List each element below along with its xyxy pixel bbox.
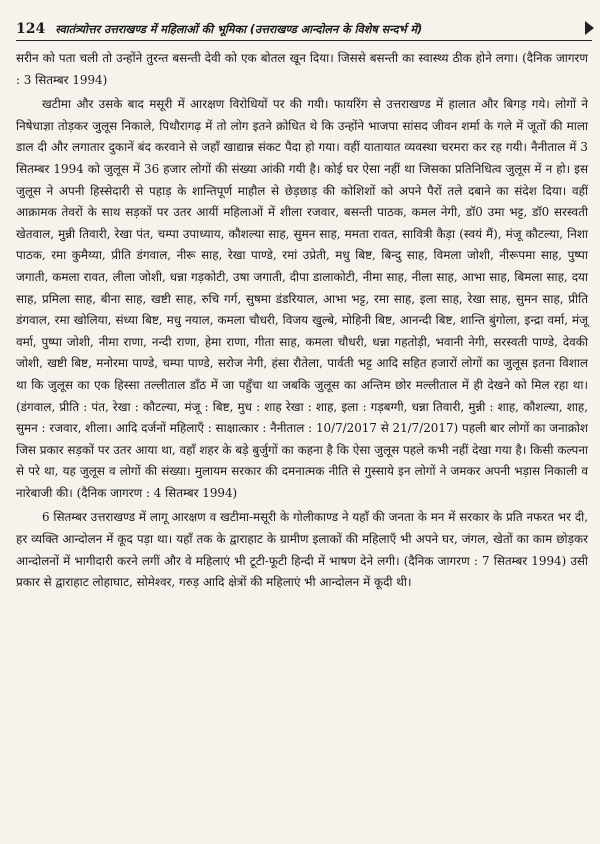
page-number: 124 <box>16 21 46 37</box>
paragraph-3: 6 सितम्बर उत्तराखण्ड में लागू आरक्षण व खटीमा-मसूरी के गोलीकाण्ड ने यहाँ की जनता के मन में सरकार के प्रति नफरत भर दी, हर व्यक्ति आन्दोलन में कूद पड़ा था। यहाँ तक के द्वाराहाट के ग्रामीण इलाकों की महिलाएँ भी अपने घर, जंगल, खेतों का काम छोड़कर आन्दोलनों में भागीदारी करने लगीं और वे महिलाएं भी टूटी-फूटी हिन्दी में भाषण देने लगी। (दैनिक जागरण : 7 सितम्बर 1994) उसी प्रकार से द्वाराहाट लोहाघाट, सोमेश्वर, गरुड़ आदि क्षेत्रों की महिलाएं भी आन्दोलन में कूदी थी। <box>16 510 588 590</box>
running-title: स्वातंत्र्योत्तर उत्तराखण्ड में महिलाओं की भूमिका (उत्तराखण्ड आन्दोलन के विशेष सन्दर्भ में) <box>55 22 423 36</box>
paragraph-1: सरीन को पता चली तो उन्होंने तुरन्त बसन्ती देवी को एक बोतल खून दिया। जिससे बसन्ती का स्वास्थ्य ठीक होने लगा। (दैनिक जागरण : 3 सितम्बर 1994) <box>16 51 588 87</box>
page-header <box>16 18 592 41</box>
page-body <box>16 48 588 594</box>
arrow-right-icon <box>585 21 594 35</box>
paragraph-2: खटीमा और उसके बाद मसूरी में आरक्षण विरोधियों पर की गयी। फायरिंग से उत्तराखण्ड में हालात और बिगड़ गये। लोगों ने निषेधाज्ञा तोड़कर जुलूस निकाले, पिथौरागढ़ में तो लोग इतने क्रोधित थे कि उन्होंने भाजपा सांसद जीवन शर्मा के गले में जूतों की माला डाल दी और लगातार दुकानें बंद करवाने से जहाँ खाद्यान्न संकट पैदा हो गया। वहीं यातायात व्यवस्था चरमरा कर रह गयी। नैनीताल में 3 सितम्बर 1994 को जुलूस में 36 हजार लोगों की संख्या आंकी गयी है। कोई घर ऐसा नहीं था जिसका प्रतिनिधित्व जुलूस में न हो। इस जुलूस ने अपनी हिस्सेदारी से पहाड़ के शान्तिपूर्ण माहौल से छेड़छाड़ की कोशिशों को अपने पैरों तले दबाने का संदेश दिया। वहीं आक्रामक तेवरों के साथ सड़कों पर उतर आयीं महिलाओं में शीला रजवार, बसन्ती पाठक, कमल नेगी, डॉ0 उमा भट्ट, डॉ0 सरस्वती खेतवाल, मुन्नी तिवारी, रेखा पंत, चम्पा उपाध्याय, कौशल्या साह, सुमन साह, ममता रावत, सावित्री कैड़ा (स्वयं मैं), मंजू कौटल्या, निशा पाठक, रमा कुमैय्या, प्रीति डंगवाल, नीरू साह, रेखा पाण्डे, रमां उप्रेती, मधु बिष्ट, बिन्दु साह, विमला जोशी, नीरूपमा साह, पुष्पा जगाती, कमला रावत, लीला जोशी, धन्ना गड़कोटी, उषा जगाती, दीपा डालाकोटी, नीमा साह, नीला साह, आभा साह, बिमला साह, दया साह, प्रमिला साह, बीना साह, खष्टी साह, रुचि गर्ग, सुषमा डंडरियाल, आभा भट्ट, रमा साह, इला साह, रेखा साह, सुमन साह, प्रीति डंगवाल, रमा खोलिया, संध्या बिष्ट, मधु नयाल, कमला चौधरी, विजय खुल्बे, मोहिनी बिष्ट, आनन्दी बिष्ट, शान्ति बुंगोला, इन्द्रा वर्मा, मंजू वर्मा, पुष्पा जोशी, नीमा राणा, नन्दी राणा, हेमा राणा, गीता साह, कमला चौधरी, धन्ना गहतोड़ी, भवानी नेगी, सरस्वती पाण्डे, देवकी जोशी, खष्टी बिष्ट, मनोरमा पाण्डे, चम्पा पाण्डे, सरोज नेगी, हंसा रौतेला, पार्वती भट्ट आदि सहित हजारों लोगों का जुलूस इतना विशाल था कि जुलूस का एक हिस्सा तल्लीताल डाँठ में जा पहुँचा था जबकि जुलूस का अन्तिम छोर मल्लीताल में ही देखने को मिल रहा था। (डंगवाल, प्रीति : पंत, रेखा : कौटल्या, मंजू : बिष्ट, मुध : शाह रेखा : शाह, इला : गड़बग्गी, धन्ना तिवारी, मुन्नी : शाह, कौशल्या, शाह, सुमन : रजवार, शीला। आदि दर्जनों महिलाएँ : साक्षात्कार : नैनीताल : 10/7/2017 से 21/7/2017) पहली बार लोगों का जनाक्रोश जिस प्रकार सड़कों पर उतर आया था, वहाँ शहर के बड़े बुर्जुगों का कहना है कि ऐसा जुलूस पहले कभी नहीं देखा गया है। किसी कल्पना से परे था, यह जुलूस व लोगों की संख्या। मुलायम सरकार की दमनात्मक नीति से गुस्साये इन लोगों ने जमकर अपनी भड़ास निकाली व नारेबाजी की। (दैनिक जागरण : 4 सितम्बर 1994) <box>16 97 588 500</box>
